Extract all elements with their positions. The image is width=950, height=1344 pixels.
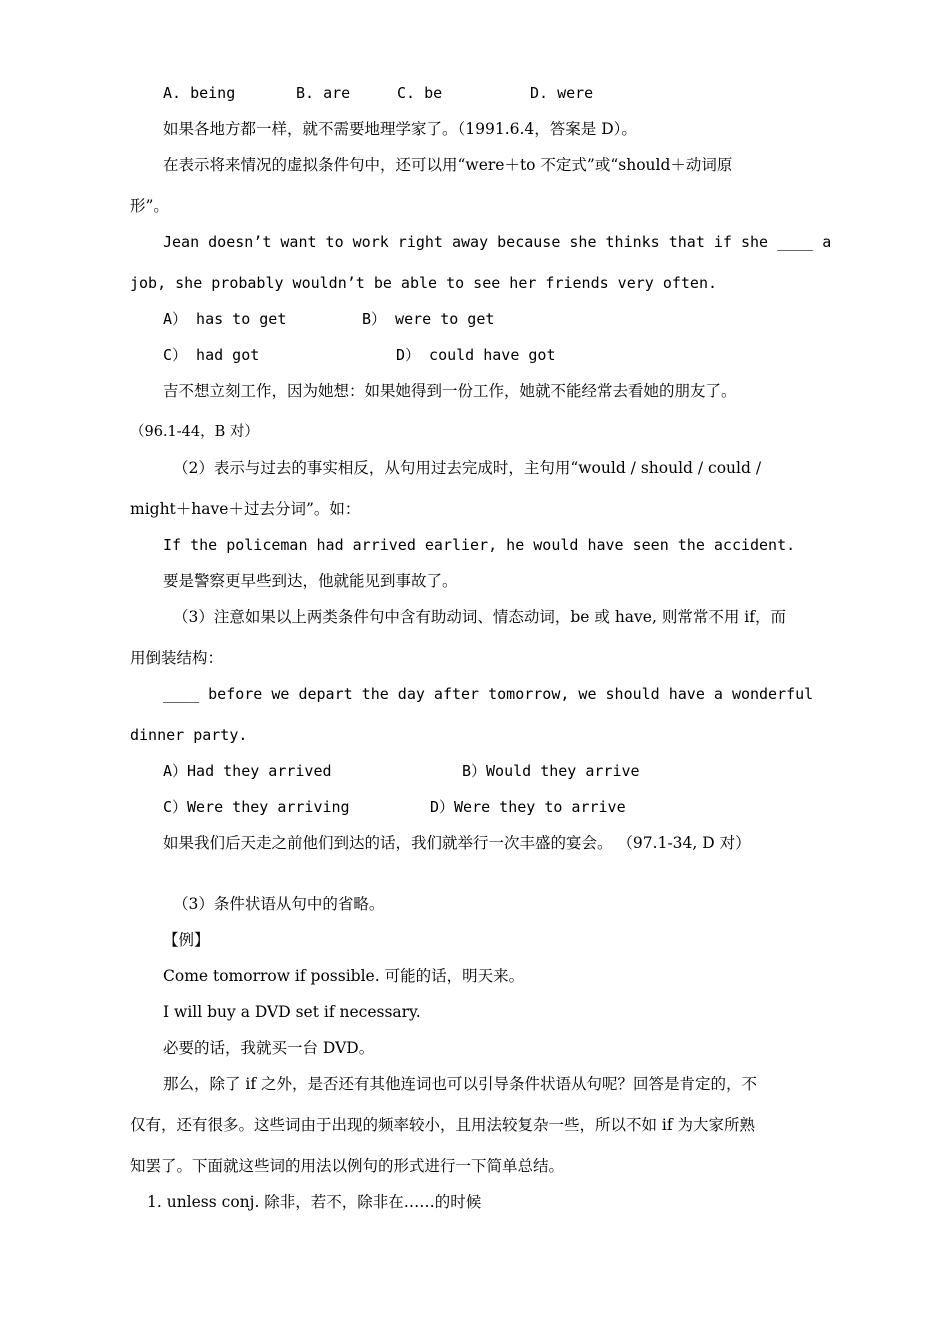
- options-row-4: [0, 761, 950, 781]
- option-c: C）Were they arriving: [163, 798, 350, 816]
- example-label: 【例】: [163, 931, 210, 949]
- options-row-3: [0, 345, 950, 365]
- paragraph-line: might＋have＋过去分词”。如：: [130, 500, 361, 518]
- example-sentence: I will buy a DVD set if necessary.: [163, 1003, 421, 1021]
- example-sentence: job, she probably wouldn’t be able to see her friends very often.: [130, 274, 717, 292]
- options-row-2: [0, 309, 950, 329]
- option-b: B. are: [296, 84, 351, 102]
- option-b: B） were to get: [362, 310, 495, 328]
- translation-line: 吉不想立刻工作，因为她想：如果她得到一份工作，她就不能经常去看她的朋友了。: [163, 382, 737, 400]
- paragraph-line: 用倒装结构：: [130, 649, 224, 667]
- translation-line: 必要的话，我就买一台 DVD。: [163, 1039, 375, 1057]
- option-c: C） had got: [163, 346, 260, 364]
- option-d: D） could have got: [396, 346, 556, 364]
- list-item: 1. unless conj. 除非，若不，除非在……的时候: [147, 1193, 482, 1211]
- answer-note: （96.1-44，B 对）: [130, 424, 259, 440]
- section-heading: （3）条件状语从句中的省略。: [173, 895, 385, 913]
- example-sentence: Jean doesn’t want to work right away because she thinks that if she ____ a: [163, 233, 832, 251]
- option-b: B）Would they arrive: [462, 762, 640, 780]
- example-sentence: ____ before we depart the day after tomorrow, we should have a wonderful: [163, 685, 814, 703]
- option-a: A. being: [163, 84, 236, 102]
- option-d: D）Were they to arrive: [430, 798, 626, 816]
- paragraph-line: 在表示将来情况的虚拟条件句中，还可以用“were＋to 不定式”或“should＋动词原: [163, 156, 733, 174]
- example-sentence: If the policeman had arrived earlier, he would have seen the accident.: [163, 536, 796, 554]
- paragraph-line: 形”。: [130, 197, 169, 215]
- paragraph-line: （3）注意如果以上两类条件句中含有助动词、情态动词，be 或 have, 则常常不用 if，而: [173, 608, 786, 626]
- translation-line: 如果我们后天走之前他们到达的话，我们就举行一次丰盛的宴会。 （97.1-34, D 对）: [163, 834, 751, 852]
- translation-line: 如果各地方都一样，就不需要地理学家了。（1991.6.4，答案是 D）。: [163, 120, 637, 138]
- translation-line: 要是警察更早些到达，他就能见到事故了。: [163, 572, 458, 590]
- option-a: A） has to get: [163, 310, 287, 328]
- options-row-1: [0, 83, 950, 103]
- paragraph-line: 那么，除了 if 之外，是否还有其他连词也可以引导条件状语从句呢？回答是肯定的，不: [163, 1075, 758, 1093]
- option-c: C. be: [397, 84, 443, 102]
- paragraph-line: 仅有，还有很多。这些词由于出现的频率较小，且用法较复杂一些，所以不如 if 为大家所熟: [130, 1116, 756, 1134]
- option-a: A）Had they arrived: [163, 762, 332, 780]
- paragraph-line: （2）表示与过去的事实相反，从句用过去完成时，主句用“would / should / could /: [173, 459, 762, 477]
- options-row-5: [0, 797, 950, 817]
- paragraph-line: 知罢了。下面就这些词的用法以例句的形式进行一下简单总结。: [130, 1157, 565, 1175]
- example-sentence: dinner party.: [130, 726, 248, 744]
- example-sentence: Come tomorrow if possible. 可能的话，明天来。: [163, 967, 525, 985]
- option-d: D. were: [530, 84, 594, 102]
